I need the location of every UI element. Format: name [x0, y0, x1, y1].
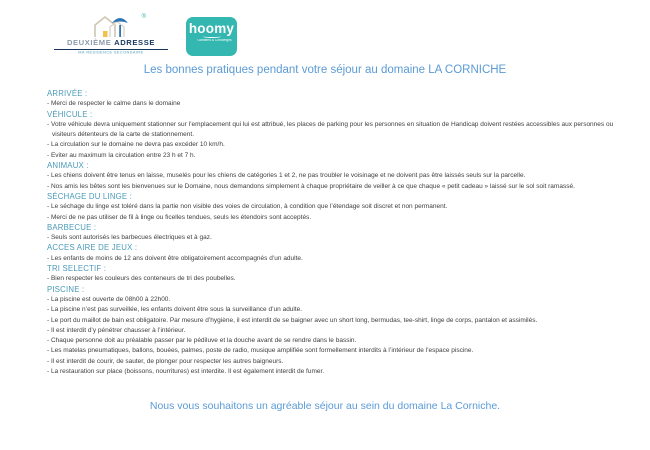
rule-item: - Merci de respecter le calme dans le domaine [47, 100, 181, 108]
section-heading: PISCINE : [47, 284, 85, 294]
section-heading: ACCES AIRE DE JEUX : [47, 243, 138, 253]
hoomy-tagline: Gardiens & Concierges [197, 39, 232, 43]
section-animaux [47, 161, 631, 192]
section-piscine [47, 285, 631, 378]
rule-item: - Bien respecter les couleurs des conteneurs de tri des poubelles. [47, 275, 236, 283]
section-tri-selectif [47, 264, 631, 285]
rule-item: - Les matelas pneumatiques, ballons, bouées, palmes, poste de radio, musique amplifiée sont formellement interdits à l’intérieur de l’espace piscine. [47, 347, 474, 355]
rule-item: - Chaque personne doit au préalable passer par le pédiluve et la douche avant de se rendre dans le bassin. [47, 337, 357, 345]
deuxieme-adresse-tagline: MA RÉSIDENCE SECONDAIRE [78, 50, 144, 55]
section-heading: BARBECUE : [47, 222, 97, 232]
rule-item: - Votre véhicule devra uniquement stationner sur l’emplacement qui lui est attribué, les places de parking pour les personnes en situation de Handicap doivent restées accessibles aux personnes ou visiteurs détenteurs de la carte de stationnement. [47, 120, 614, 139]
rule-item: - La circulation sur le domaine ne devra pas excéder 10 km/h. [47, 141, 225, 149]
section-barbecue [47, 223, 631, 244]
section-heading: VÉHICULE : [47, 109, 93, 119]
rule-item: - La piscine n’est pas surveillée, les enfants doivent être sous la surveillance d’un adulte. [47, 306, 303, 314]
deuxieme-adresse-wordmark: DEUXIÈME ADRESSE [54, 38, 168, 50]
section-heading: SÉCHAGE DU LINGE : [47, 191, 133, 201]
registered-mark: ® [141, 14, 146, 20]
hoomy-wordmark: hoomy [188, 21, 235, 36]
section-heading: TRI SELECTIF : [47, 264, 107, 274]
section-sechage-du-linge [47, 192, 631, 223]
rule-item: - Les chiens doivent être tenus en laisse, muselés pour les chiens de catégories 1 et 2, ne pas troubler le voisinage et ne doivent pas être laissés seuls sur la parcelle. [47, 172, 526, 180]
rule-item: - La restauration sur place (boissons, nourritures) est interdite. Il est également interdit de fumer. [47, 368, 325, 376]
deuxieme-adresse-logo [54, 14, 168, 57]
section-heading: ANIMAUX : [47, 161, 89, 171]
rule-item: - Le port du maillot de bain est obligatoire. Par mesure d’hygiène, il est interdit de se baigner avec un short long, bermudas, tee-shirt, linge de corps, pantalon et assimilés. [47, 316, 538, 324]
houses-tree-icon [88, 14, 134, 38]
section-vehicule [47, 110, 631, 161]
rules-content [47, 89, 631, 377]
rule-item: - Les enfants de moins de 12 ans doivent être obligatoirement accompagnés d’un adulte. [47, 254, 303, 262]
hoomy-logo [186, 17, 237, 56]
section-heading: ARRIVÉE : [47, 89, 88, 98]
rule-item: - Eviter au maximum la circulation entre 23 h et 7 h. [47, 151, 196, 159]
rule-item: - Il est interdit de courir, de sauter, de plonger pour respecter les autres baigneurs. [47, 357, 284, 365]
rule-item: - Seuls sont autorisés les barbecues électriques et à gaz. [47, 234, 212, 242]
closing-message: Nous vous souhaitons un agréable séjour au sein du domaine La Corniche. [149, 400, 501, 412]
rule-item: - La piscine est ouverte de 08h00 à 22h00. [47, 295, 171, 303]
page-title: Les bonnes pratiques pendant votre séjour au domaine LA CORNICHE [143, 64, 507, 76]
rule-item: - Nos amis les bêtes sont les bienvenues sur le Domaine, nous demandons simplement à chaque propriétaire de veiller à ce que chaque « petit cadeau » laissé sur le sol soit ramassé. [47, 182, 575, 190]
rule-item: - Il est interdit d’y pénétrer chausser à l’intérieur. [47, 326, 186, 334]
rule-item: - Merci de ne pas utiliser de fil à linge ou ficelles tendues, seuls les étendoirs sont acceptés. [47, 213, 312, 221]
section-arrivee [47, 89, 631, 110]
section-acces-aire-de-jeux [47, 243, 631, 264]
rule-item: - Le séchage du linge est toléré dans la partie non visible des voies de circulation, à condition que l’étendage soit discret et non permanent. [47, 203, 448, 211]
